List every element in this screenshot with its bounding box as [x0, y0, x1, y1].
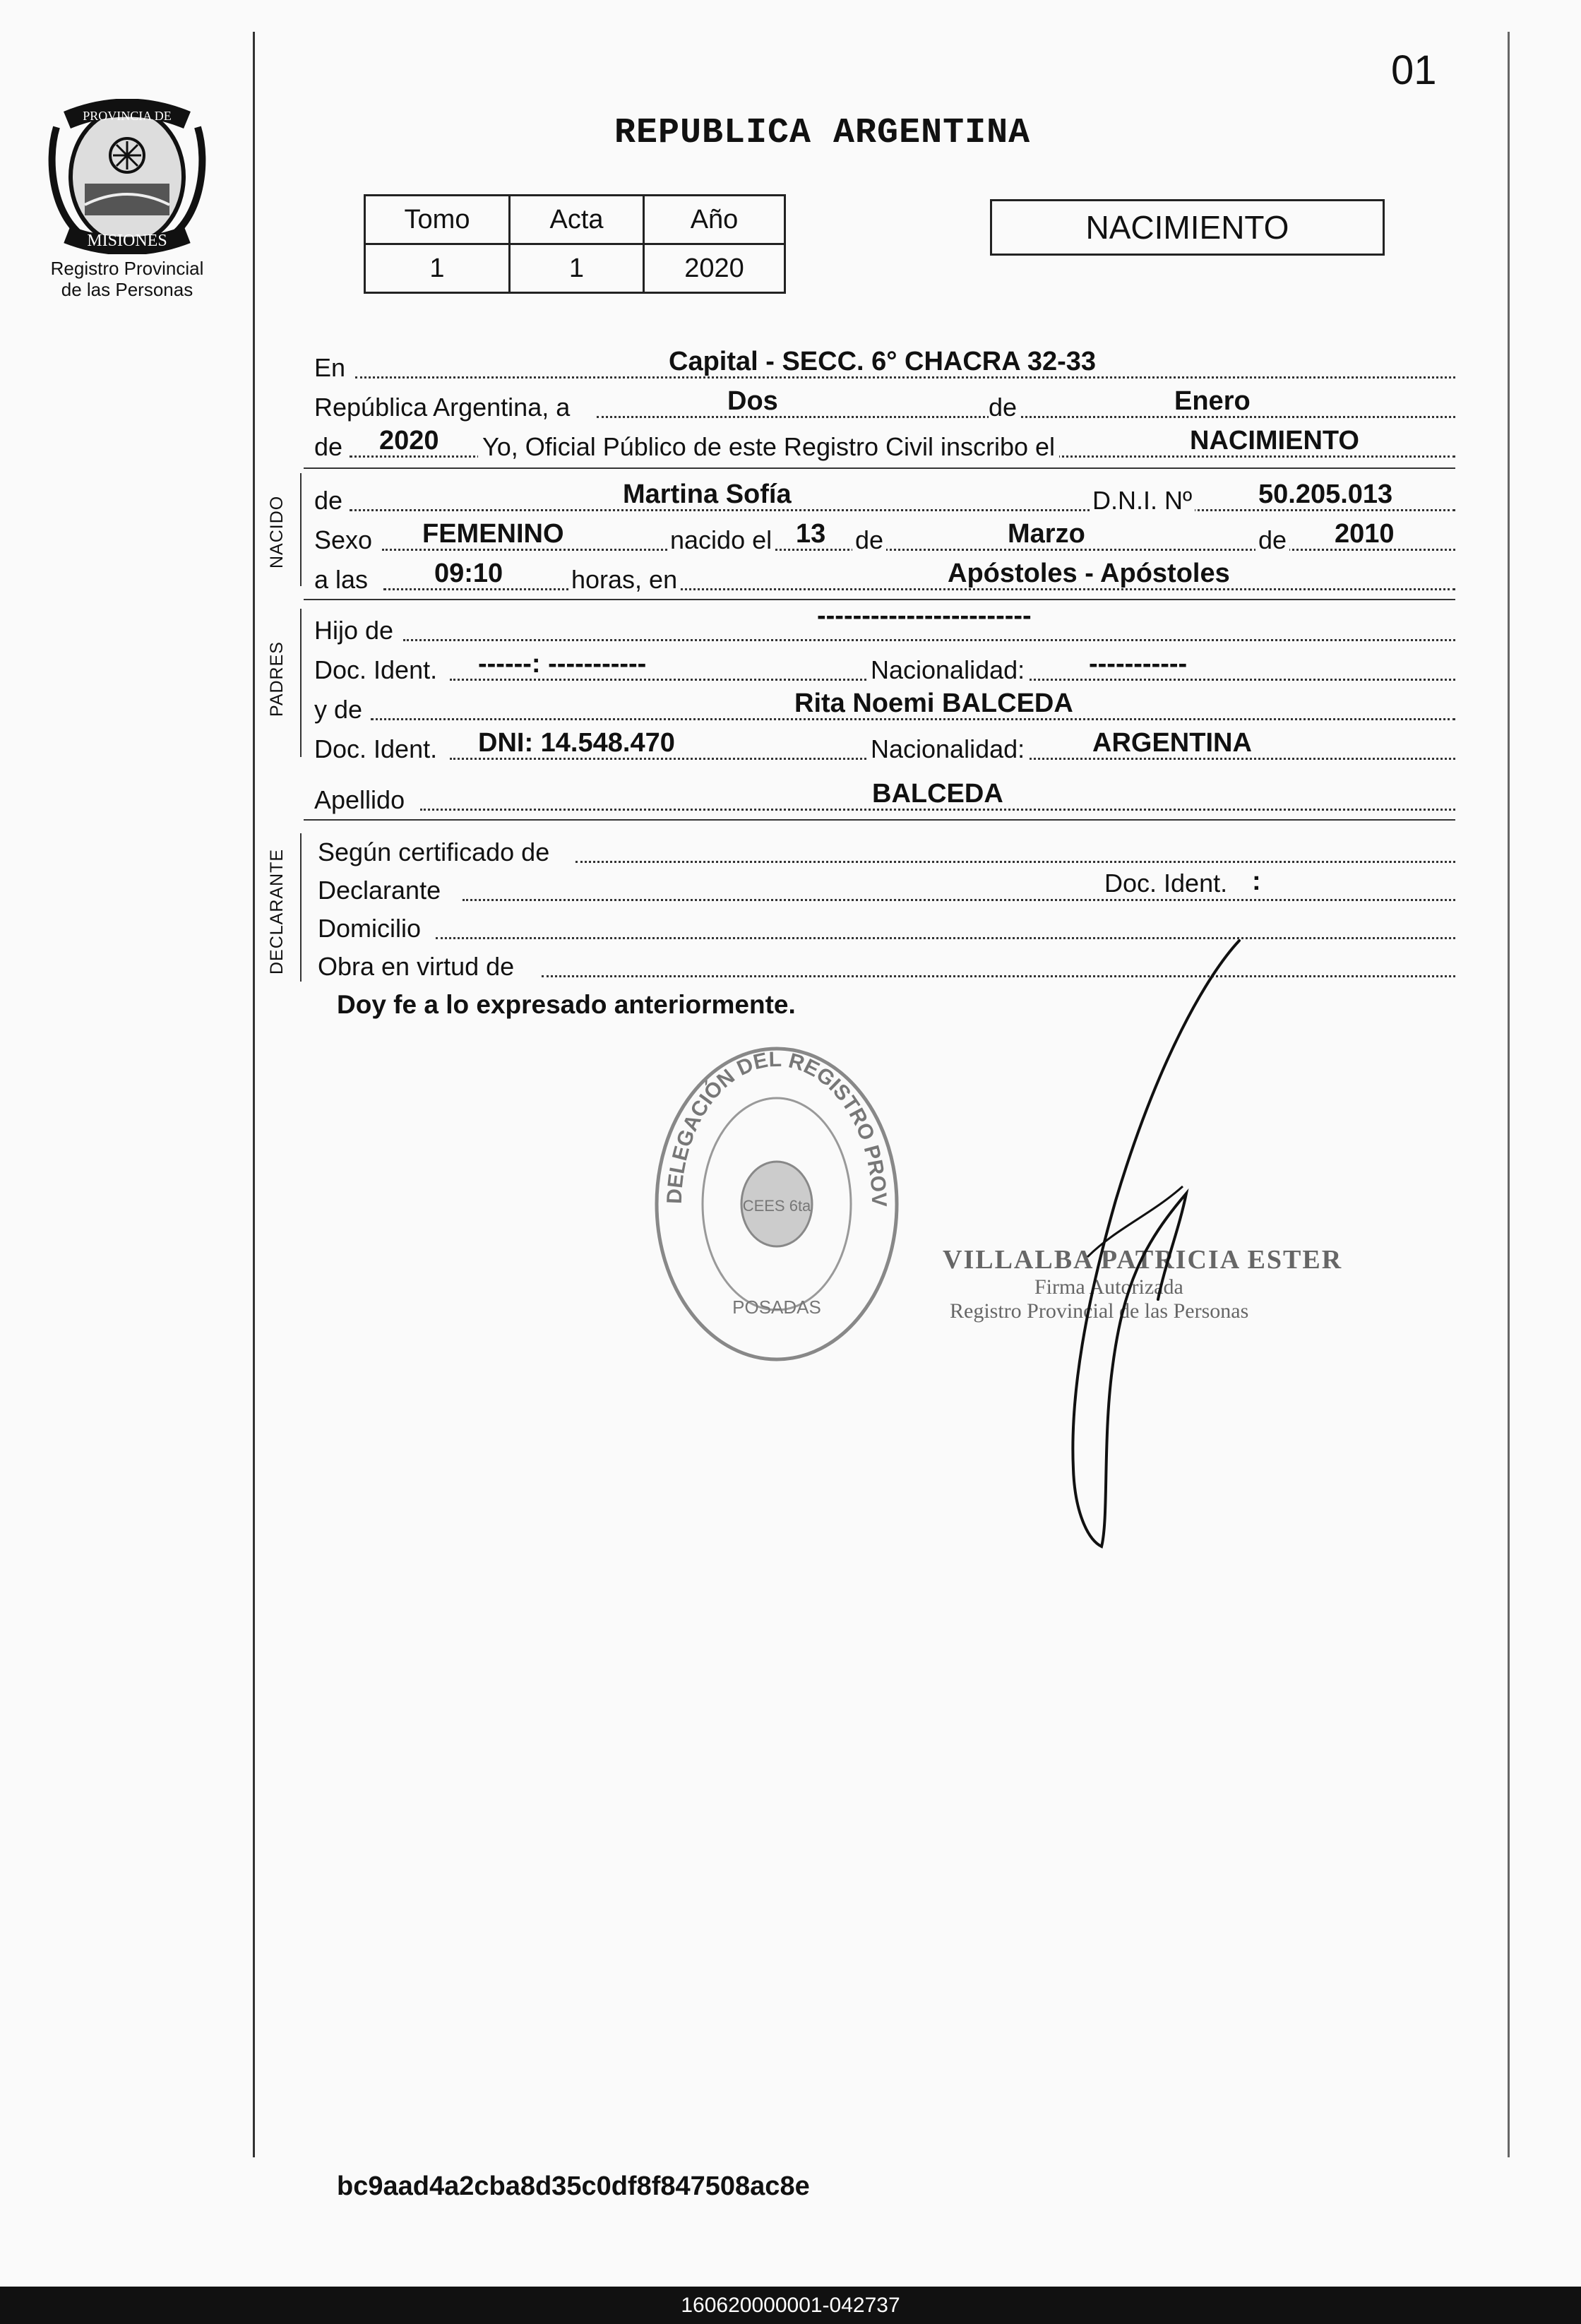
place-value: Capital - SECC. 6° CHACRA 32-33: [669, 347, 1097, 376]
verification-hash: bc9aad4a2cba8d35c0df8f847508ac8e: [337, 2171, 810, 2201]
birth-place: Apóstoles - Apóstoles: [948, 559, 1230, 588]
surname-row: Apellido BALCEDA: [314, 778, 1455, 816]
date-row: República Argentina, a Dos de Enero: [314, 386, 1455, 424]
padres-bracket: [300, 609, 302, 757]
birth-month: Marzo: [1008, 519, 1085, 549]
mother-doc: DNI: 14.548.470: [478, 728, 675, 758]
right-margin-line: [1508, 32, 1510, 2157]
svg-text:MISIONES: MISIONES: [87, 232, 167, 250]
signature-stamp: VILLALBA PATRICIA ESTER Firma Autorizada Registro Provincial de las Personas: [943, 1245, 1343, 1323]
tomo-value: 1: [365, 244, 510, 293]
province-logo: [39, 99, 215, 258]
father-name: ------------------------: [817, 601, 1032, 631]
birth-day: 13: [796, 519, 826, 549]
separator: [304, 599, 1455, 600]
father-row: Hijo de ------------------------: [314, 609, 1455, 647]
page-number: 01: [1391, 47, 1437, 93]
month-value: Enero: [1174, 386, 1251, 416]
declarante-bracket: [300, 833, 302, 982]
mother-row: y de Rita Noemi BALCEDA: [314, 688, 1455, 726]
child-name: Martina Sofía: [623, 479, 792, 509]
father-doc-row: Doc. Ident. ------: ----------- Nacionalidad: -----------: [314, 648, 1455, 686]
year-row: de 2020 Yo, Oficial Público de este Registro Civil inscribo el NACIMIENTO: [314, 425, 1455, 463]
logo-caption: Registro Provincial de las Personas: [50, 258, 204, 300]
name-row: de Martina Sofía D.N.I. Nº 50.205.013: [314, 479, 1455, 517]
year-value: 2020: [379, 426, 439, 455]
acta-value: 1: [510, 244, 644, 293]
page-title: REPUBLICA ARGENTINA: [614, 113, 1031, 153]
address-row: Domicilio: [314, 907, 1455, 945]
separator: [304, 819, 1455, 821]
svg-text:CEES 6ta: CEES 6ta: [742, 1197, 811, 1215]
footer-code: 160620000001-042737: [681, 2294, 900, 2317]
declarant-row: Declarante Doc. Ident. :: [314, 869, 1455, 907]
misiones-coat-of-arms-icon: [39, 99, 215, 254]
svg-text:POSADAS: POSADAS: [732, 1297, 821, 1318]
day-value: Dos: [727, 386, 778, 416]
nacido-bracket: [300, 473, 302, 586]
child-dni: 50.205.013: [1258, 479, 1393, 509]
sex-birth-row: Sexo FEMENINO nacido el 13 de Marzo de 2010: [314, 518, 1455, 556]
sex-value: FEMENINO: [422, 519, 564, 549]
birth-year: 2010: [1335, 519, 1395, 549]
father-doc: ------: -----------: [478, 649, 647, 679]
nacido-section-label: NACIDO: [267, 495, 287, 568]
record-number-table: [364, 194, 786, 294]
time-place-row: a las 09:10 horas, en Apóstoles - Apóstoles: [314, 558, 1455, 596]
svg-text:PROVINCIA DE: PROVINCIA DE: [83, 109, 172, 123]
footer-code-bar: [0, 2287, 1581, 2324]
left-margin-line: [253, 32, 255, 2157]
tomo-header: Tomo: [365, 196, 510, 244]
birth-time: 09:10: [434, 559, 503, 588]
declarant-doc: :: [1252, 866, 1261, 896]
official-seal: [650, 1042, 904, 1366]
place-row: En Capital - SECC. 6° CHACRA 32-33: [314, 346, 1455, 384]
separator: [304, 467, 1455, 469]
mother-nationality: ARGENTINA: [1092, 728, 1252, 758]
obra-row: Obra en virtud de: [314, 945, 1455, 983]
mother-doc-row: Doc. Ident. DNI: 14.548.470 Nacionalidad: ARGENTINA: [314, 727, 1455, 765]
anio-value: 2020: [644, 244, 785, 293]
mother-name: Rita Noemi BALCEDA: [794, 689, 1073, 718]
record-type-box: NACIMIENTO: [990, 199, 1385, 256]
declarante-section-label: DECLARANTE: [267, 848, 287, 975]
padres-section-label: PADRES: [267, 641, 287, 717]
father-nationality: -----------: [1089, 649, 1188, 679]
anio-header: Año: [644, 196, 785, 244]
surname-value: BALCEDA: [872, 779, 1003, 809]
record-kind-value: NACIMIENTO: [1190, 426, 1359, 455]
acta-header: Acta: [510, 196, 644, 244]
attestation-text: Doy fe a lo expresado anteriormente.: [337, 990, 796, 1019]
certificate-row: Según certificado de: [314, 830, 1455, 869]
svg-text:DELEGACIÓN DEL REGISTRO PROVIN: DELEGACIÓN DEL REGISTRO PROV: [662, 1047, 891, 1208]
handwritten-signature: [1031, 932, 1264, 1554]
